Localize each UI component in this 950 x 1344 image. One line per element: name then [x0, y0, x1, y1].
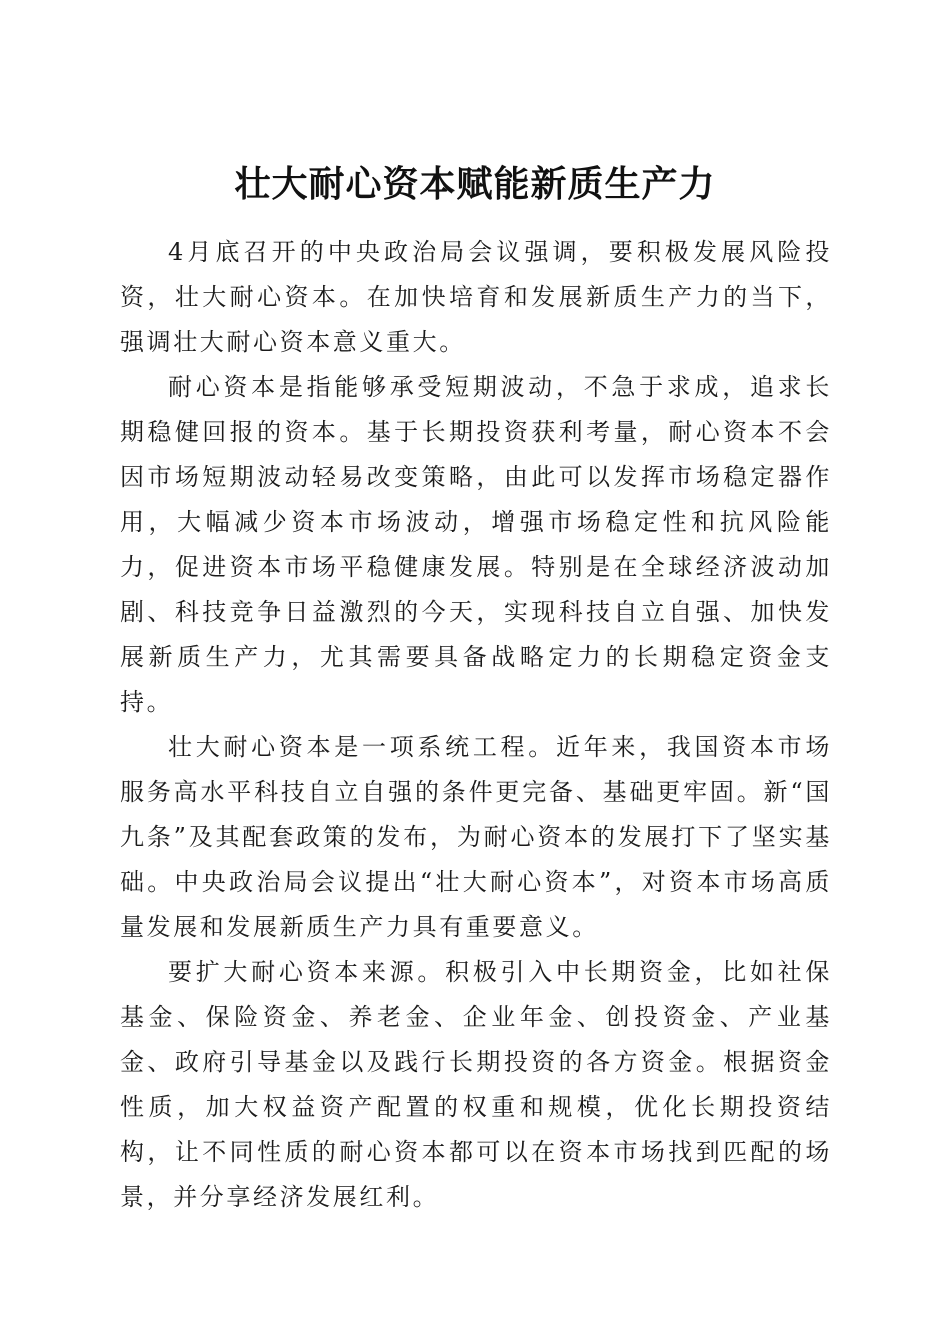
paragraph-4: 要扩大耐心资本来源。积极引入中长期资金，比如社保基金、保险资金、养老金、企业年金、创投资金、产业基金、政府引导基金以及践行长期投资的各方资金。根据资金性质，加大权益资产配置的权重和规模，优化长期投资结构，让不同性质的耐心资本都可以在资本市场找到匹配的场景，并分享经济发展红利。 — [120, 958, 832, 1211]
document-title: 壮大耐心资本赋能新质生产力 — [234, 163, 716, 206]
document-body — [120, 230, 832, 1220]
paragraph-1: 4月底召开的中央政治局会议强调，要积极发展风险投资，壮大耐心资本。在加快培育和发展新质生产力的当下，强调壮大耐心资本意义重大。 — [120, 238, 832, 356]
paragraph-2: 耐心资本是指能够承受短期波动，不急于求成，追求长期稳健回报的资本。基于长期投资获利考量，耐心资本不会因市场短期波动轻易改变策略，由此可以发挥市场稳定器作用，大幅减少资本市场波动，增强市场稳定性和抗风险能力，促进资本市场平稳健康发展。特别是在全球经济波动加剧、科技竞争日益激烈的今天，实现科技自立自强、加快发展新质生产力，尤其需要具备战略定力的长期稳定资金支持。 — [120, 373, 832, 716]
paragraph-3: 壮大耐心资本是一项系统工程。近年来，我国资本市场服务高水平科技自立自强的条件更完备、基础更牢固。新“国九条”及其配套政策的发布，为耐心资本的发展打下了坚实基础。中央政治局会议提出“壮大耐心资本”，对资本市场高质量发展和发展新质生产力具有重要意义。 — [120, 733, 832, 941]
